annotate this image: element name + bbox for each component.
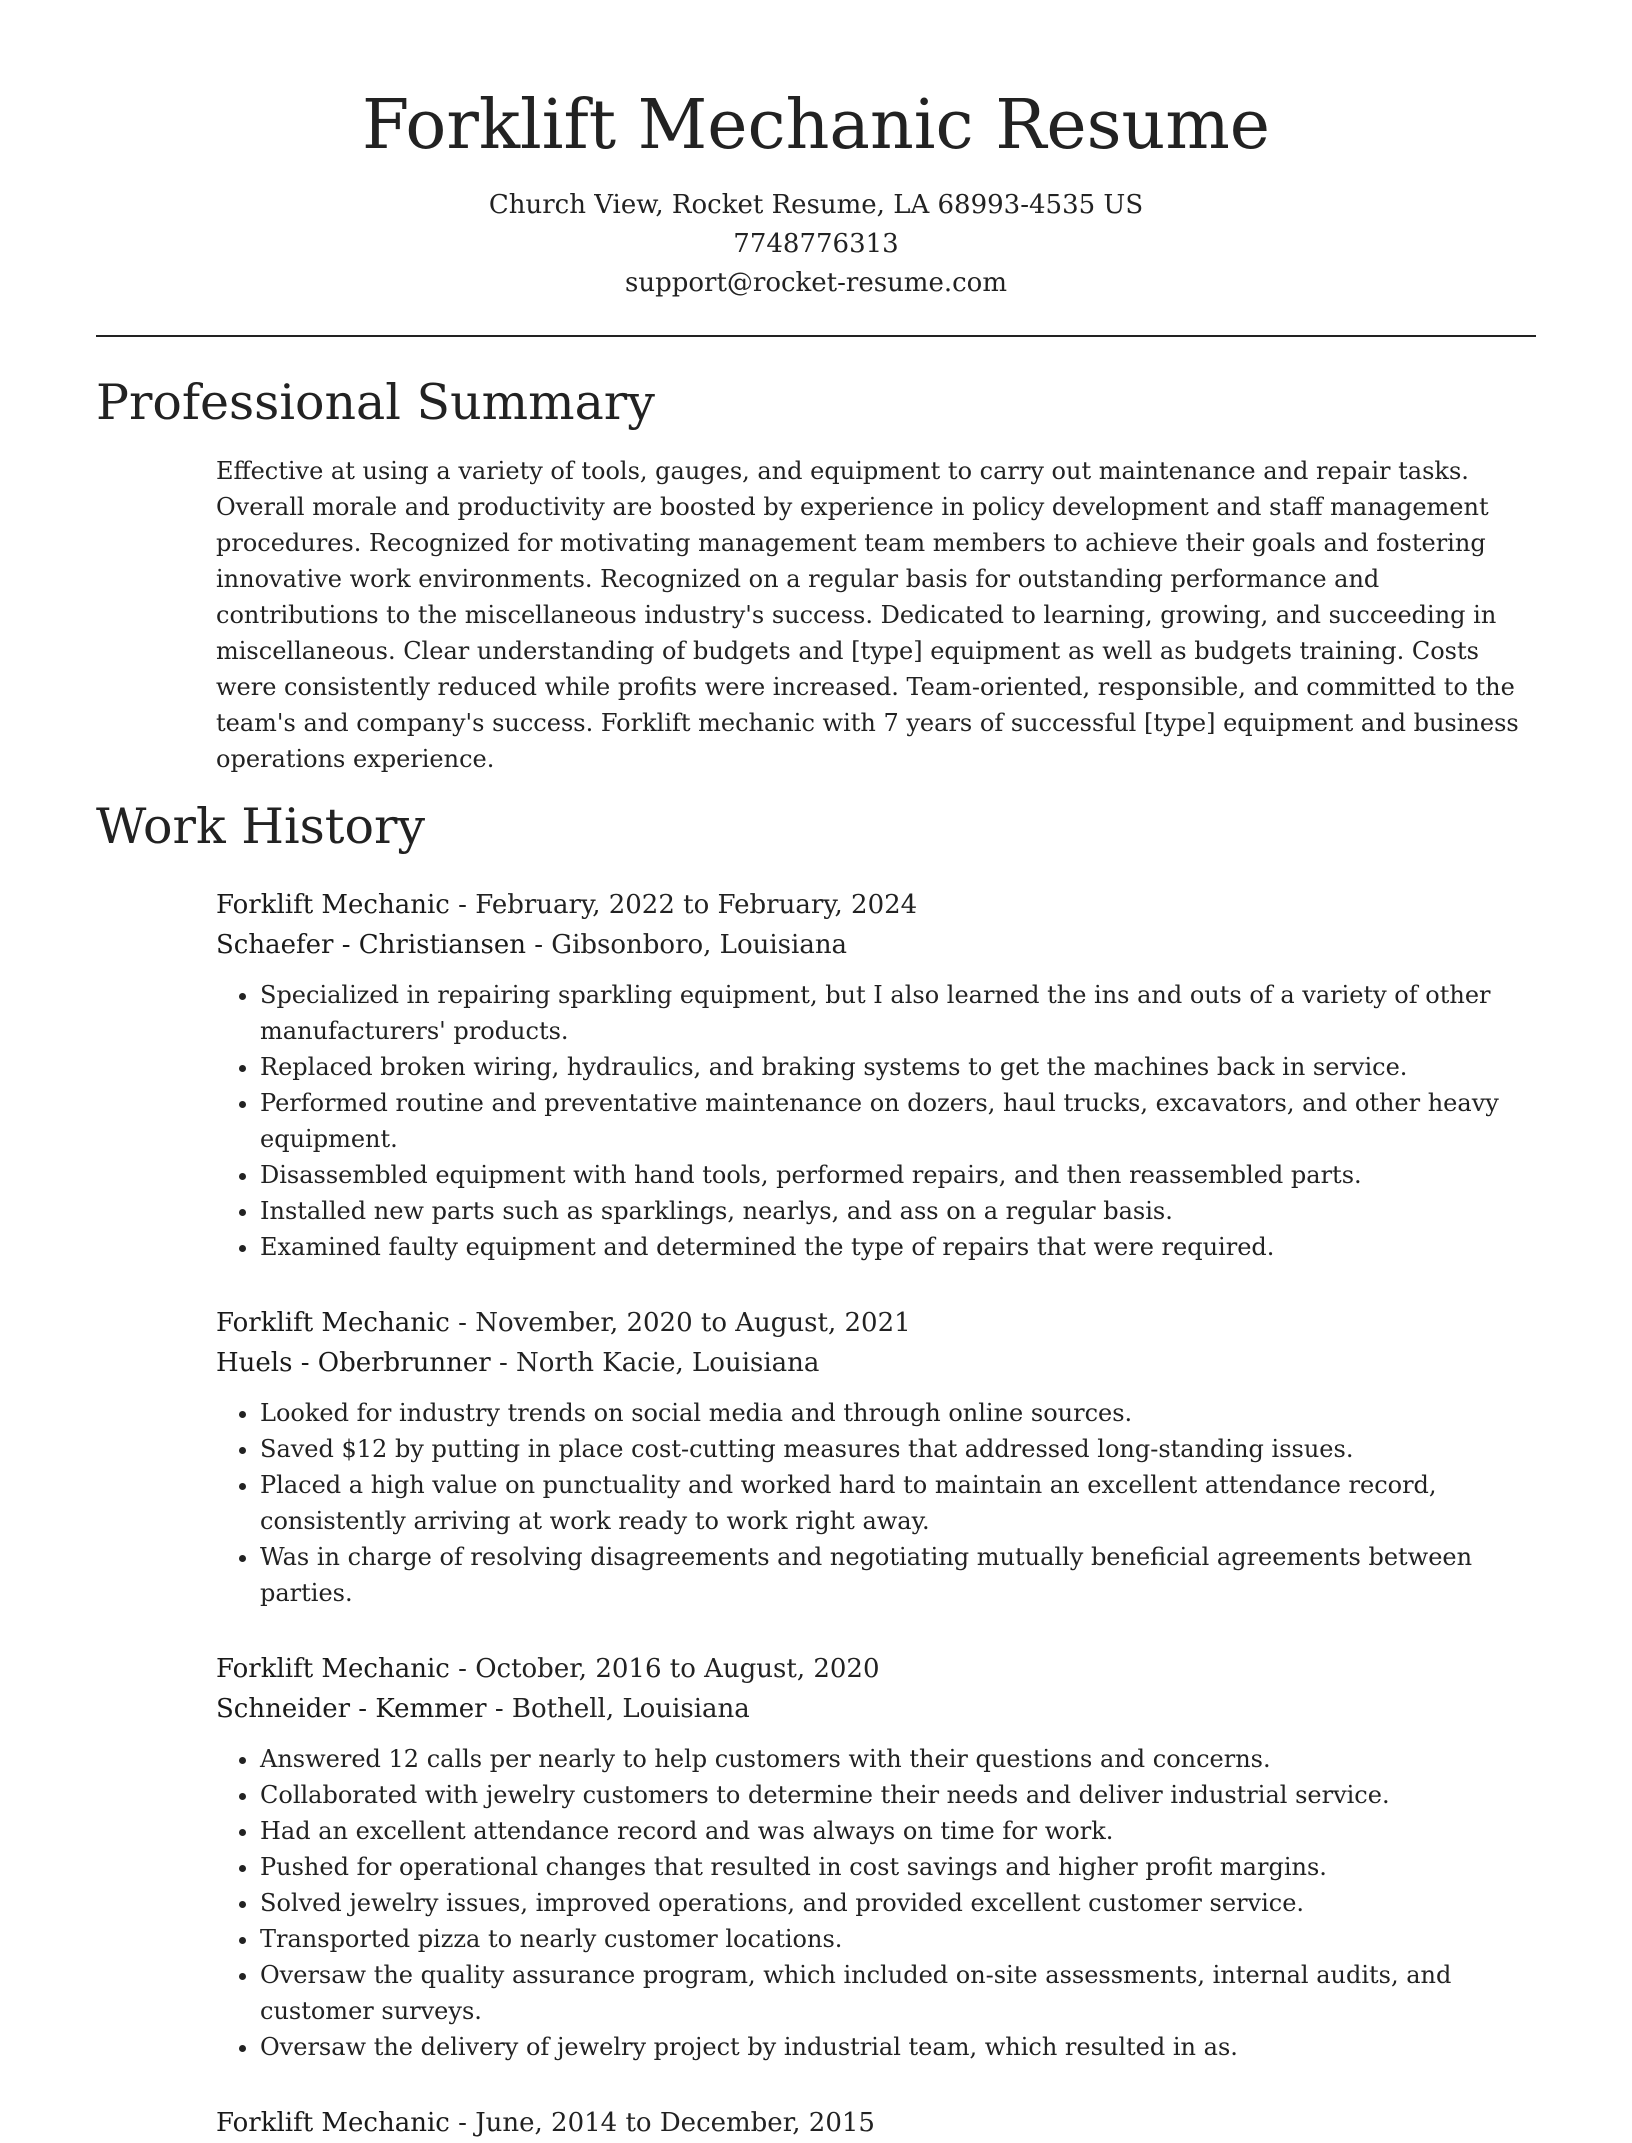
job-title-line: Forklift Mechanic - October, 2016 to August, 2020 xyxy=(216,1654,880,1684)
list-item: • Transported pizza to nearly customer locations. xyxy=(260,1921,1536,1957)
header-divider xyxy=(96,335,1536,337)
job-company: Schneider - Kemmer xyxy=(216,1694,487,1724)
job-company: Huels - Oberbrunner xyxy=(216,1348,491,1378)
work-history-heading: Work History xyxy=(96,798,426,855)
job-company-line: Schaefer - Christiansen - Gibsonboro, Louisiana xyxy=(216,930,848,960)
job-location: North Kacie, Louisiana xyxy=(516,1348,820,1378)
job-role: Forklift Mechanic xyxy=(216,1654,450,1684)
resume-page xyxy=(96,0,1536,2143)
resume-title: Forklift Mechanic Resume xyxy=(361,86,1271,165)
list-item: • Pushed for operational changes that resulted in cost savings and higher profit margins. xyxy=(260,1849,1536,1885)
list-item: • Performed routine and preventative maintenance on dozers, haul trucks, excavators, and other heavy equipment. xyxy=(260,1085,1536,1157)
list-item: • Saved $12 by putting in place cost-cutting measures that addressed long-standing issues. xyxy=(260,1431,1536,1467)
list-item: • Looked for industry trends on social media and through online sources. xyxy=(260,1395,1536,1431)
resume-header xyxy=(96,0,1536,303)
job-duties-list xyxy=(216,977,1536,1265)
job-dates: February, 2022 to February, 2024 xyxy=(475,890,918,920)
list-item: • Oversaw the delivery of jewelry project by industrial team, which resulted in as. xyxy=(260,2029,1536,2065)
job-company-line: Schneider - Kemmer - Bothell, Louisiana xyxy=(216,1694,750,1724)
job-dates: June, 2014 to December, 2015 xyxy=(475,2108,875,2138)
list-item: • Collaborated with jewelry customers to determine their needs and deliver industrial service. xyxy=(260,1777,1536,1813)
job-title-line: Forklift Mechanic - November, 2020 to August, 2021 xyxy=(216,1308,911,1338)
job-dates: November, 2020 to August, 2021 xyxy=(475,1308,911,1338)
job-duties-list xyxy=(216,1741,1536,2065)
job-role: Forklift Mechanic xyxy=(216,1308,450,1338)
list-item: • Had an excellent attendance record and was always on time for work. xyxy=(260,1813,1536,1849)
job-entry xyxy=(216,885,1536,1265)
job-entry xyxy=(216,1649,1536,2065)
list-item: • Disassembled equipment with hand tools, performed repairs, and then reassembled parts. xyxy=(260,1157,1536,1193)
job-dates: October, 2016 to August, 2020 xyxy=(475,1654,880,1684)
job-location: Bothell, Louisiana xyxy=(511,1694,750,1724)
job-title-line: Forklift Mechanic - February, 2022 to February, 2024 xyxy=(216,890,918,920)
list-item: • Installed new parts such as sparklings, nearlys, and ass on a regular basis. xyxy=(260,1193,1536,1229)
job-role: Forklift Mechanic xyxy=(216,890,450,920)
contact-address: Church View, Rocket Resume, LA 68993-4535 US xyxy=(488,190,1144,220)
job-title-line: Forklift Mechanic - June, 2014 to December, 2015 xyxy=(216,2108,875,2138)
list-item: • Specialized in repairing sparkling equipment, but I also learned the ins and outs of a variety of other manufacturers' products. xyxy=(260,977,1536,1049)
list-item: • Placed a high value on punctuality and worked hard to maintain an excellent attendance record, consistently arriving at work ready to work right away. xyxy=(260,1467,1536,1539)
contact-info xyxy=(96,186,1536,303)
job-company-line: Huels - Oberbrunner - North Kacie, Louisiana xyxy=(216,1348,820,1378)
list-item: • Was in charge of resolving disagreements and negotiating mutually beneficial agreements between parties. xyxy=(260,1539,1536,1611)
list-item: • Oversaw the quality assurance program, which included on-site assessments, internal audits, and customer surveys. xyxy=(260,1957,1536,2029)
job-company: Schaefer - Christiansen xyxy=(216,930,526,960)
work-history-list xyxy=(96,885,1536,2143)
list-item: • Examined faulty equipment and determined the type of repairs that were required. xyxy=(260,1229,1536,1265)
contact-email: support@rocket-resume.com xyxy=(624,268,1007,298)
job-duties-list xyxy=(216,1395,1536,1611)
list-item: • Solved jewelry issues, improved operations, and provided excellent customer service. xyxy=(260,1885,1536,1921)
list-item: • Replaced broken wiring, hydraulics, and braking systems to get the machines back in service. xyxy=(260,1049,1536,1085)
summary-heading: Professional Summary xyxy=(96,374,655,431)
job-entry xyxy=(216,2103,1536,2143)
summary-text: Effective at using a variety of tools, gauges, and equipment to carry out maintenance and repair tasks. Overall morale and productivity are boosted by experience in policy development and staff management procedures. Recognized for motivating management team members to achieve their goals and fostering innovative work environments. Recognized on a regular basis for outstanding performance and contributions to the miscellaneous industry's success. Dedicated to learning, growing, and succeeding in miscellaneous. Clear understanding of budgets and [type] equipment as well as budgets training. Costs were consistently reduced while profits were increased. Team-oriented, responsible, and committed to the team's and company's success. Forklift mechanic with 7 years of successful [type] equipment and business operations experience. xyxy=(216,457,1519,773)
contact-phone: 7748776313 xyxy=(733,229,899,259)
list-item: • Answered 12 calls per nearly to help customers with their questions and concerns. xyxy=(260,1741,1536,1777)
job-entry xyxy=(216,1303,1536,1611)
job-location: Gibsonboro, Louisiana xyxy=(551,930,848,960)
job-role: Forklift Mechanic xyxy=(216,2108,450,2138)
